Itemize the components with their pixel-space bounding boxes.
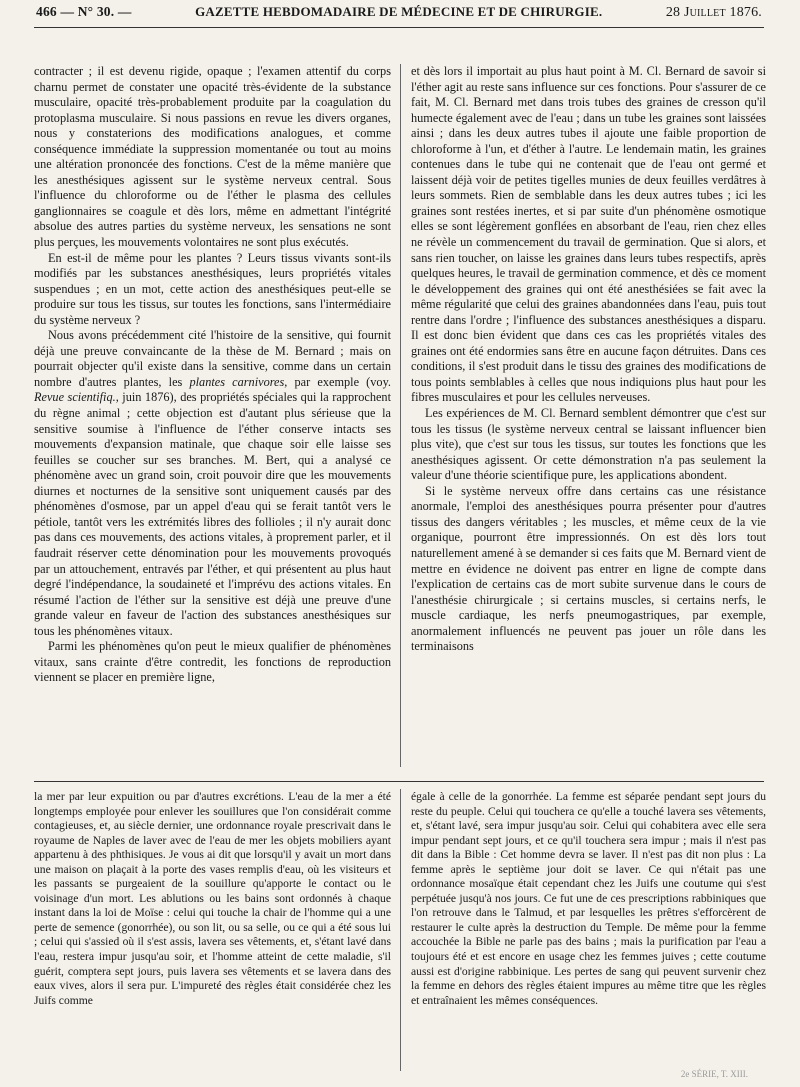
running-header	[36, 4, 762, 26]
page-stamp: 2e SÉRIE, T. XIII.	[680, 1069, 748, 1079]
paragraph: Les expériences de M. Cl. Bernard semblent démontrer que c'est sur tous les tissus (le système nerveux central se laissant influencer bien plus vite), que c'est sur tous les tissus, sur toutes les fonctions que les anesthésiques agissent. Or cette démonstration n'a pas seulement la valeur d'une théorie scientifique pure, les applications abondent.	[411, 406, 766, 483]
paragraph: et dès lors il importait au plus haut point à M. Cl. Bernard de savoir si l'éther agit au reste sans influence sur ces fonctions. Pour s'assurer de ce fait, M. Cl. Bernard met dans trois tubes des graines de cresson qu'il humecte également avec de l'eau ; dans un tube les graines sont laissées ainsi ; dans les deux autres tubes il ajoute une faible proportion de chloroforme à l'un, et d'éther à l'autre. Le lendemain matin, les graines contenues dans le tube qui ne contenait que de l'eau ont germé et laissent déjà voir de petites tigelles munies de deux feuilles verdâtres à leurs sommets. Rien de semblable dans les deux autres tubes ; ici les graines sont restées inertes, et si par suite d'un phénomène osmotique elles se sont légèrement gonflées en absorbant de l'eau, rien chez elles ne révèle un commencement du travail de germination. Que si alors, et sans rien toucher, on laisse les graines dans leurs tubes respectifs, après quelques heures, le travail de germination commence, et dès ce moment le développement des graines qui ont été anesthésiées se fait avec la même régularité que celui des graines abandonnées dans l'eau, puis tout rentre dans l'ordre ; l'influence des substances anesthésiques a disparu. Il est donc bien évident que dans ces cas les propriétés vitales des graines ont été endormies sans être en aucune façon détruites. Dans ces conditions, il s'est produit dans le tissu des graines des modifications de tous points semblables à celles que nous indiquions plus haut pour les fibres musculaires et pour les cellules nerveuses.	[411, 64, 766, 405]
column-divider-bottom	[400, 789, 401, 1071]
bottom-left-column	[34, 790, 391, 1070]
page-number-issue: 466 — N° 30. —	[36, 4, 132, 19]
column-divider-top	[400, 64, 401, 767]
paragraph: En est-il de même pour les plantes ? Leurs tissus vivants sont-ils modifiés par les substances anesthésiques, leurs propriétés vitales suspendues ; en un mot, cette action des anesthésiques peut-elle se produire sur tous les tissus, sur toutes les fonctions, sans l'intermédiaire du système nerveux ?	[34, 250, 391, 327]
section-divider-rule	[34, 781, 764, 782]
header-rule	[34, 27, 764, 28]
top-left-column	[34, 64, 391, 768]
paragraph: égale à celle de la gonorrhée. La femme est séparée pendant sept jours du reste du peuple. Celui qui touchera ce qu'elle a touché lavera ses vêtements, et, s'étant lavé, sera impur jusqu'au soir. Celui qui cohabitera avec elle sera impur pendant sept jours, et ce qu'il touchera sera impur ; mais il n'est pas dit dans la Bible : Cet homme devra se laver. Il n'est pas dit non plus : La femme après le septième jour doit se laver. Ce qui n'était pas une ordonnance mosaïque était cependant chez les Juifs une coutume qui s'est perpétuée jusqu'à nos jours. Ce fut une de ces prescriptions rabbiniques que l'on retrouve dans le Talmud, et par lesquelles les prêtres s'efforcèrent de restaurer le culte après la destruction du Temple. De même pour la femme accouchée la Bible ne parle pas des bains ; mais la purification par l'eau a toujours été et est encore en usage chez les femmes juives ; cette coutume aussi est d'origine rabbinique. Les pertes de sang qui peuvent survenir chez la femme en dehors des règles étaient impures au même titre que les règles et entraînaient les mêmes conséquences.	[411, 790, 766, 1007]
paragraph: la mer par leur expuition ou par d'autres excrétions. L'eau de la mer a été longtemps employée pour enlever les souillures que l'on considérait comme contagieuses, et, au siècle dernier, une ordonnance royale prescrivait dans le royaume de Naples de laver avec de l'eau de mer les objets mobiliers ayant appartenu à des phthisiques. Je vous ai dit que lorsqu'il y avait un mort dans une maison on plaçait à la porte des vases remplis d'eau, où les visiteurs et les passants se purgeaient de la souillure qu'apporte le contact ou le voisinage d'un mort. Les ablutions ou les bains sont ordonnés à chaque instant dans la loi de Moïse : celui qui touche la chair de l'homme qui a une perte de semence (gonorrhée), ou son lit, ou sa selle, ou ce qui a été sous lui ; celui qui s'assied où il s'est assis, lavera ses vêtements, et, s'étant lavé dans l'eau, restera impur jusqu'au soir, et l'homme atteint de cette maladie, s'il guérit, comptera sept jours, puis lavera ses vêtements et se lavera dans des eaux vives, alors il sera pur. L'impureté des règles était considérée chez les Juifs comme	[34, 790, 391, 1007]
paragraph: Nous avons précédemment cité l'histoire de la sensitive, qui fournit déjà une preuve convaincante de la thèse de M. Bernard ; mais on pourrait objecter qu'il existe dans la sensitive, comme dans un certain nombre d'autres plantes, les plantes carnivores, par exemple (voy. Revue scientifiq., juin 1876), des propriétés spéciales qui la rapprochent du règne animal ; cette objection est d'autant plus sérieuse que la sensitive soumise à l'influence de l'éther conserve intacts ses mouvements d'expansion matinale, que chaque soir elle laisse ses feuilles se coucher sur ses branches. M. Bert, qui a analysé ce phénomène avec un grand soin, croit pouvoir dire que les mouvements diurnes et nocturnes de la sensitive sont uniquement causés par des phénomènes d'osmose, par un appel d'eau qui se ferait tantôt vers le pétiole, tantôt vers les extrémités libres des follioles ; il n'y aurait donc pas dans ces mouvements, des actions vitales, à proprement parler, et il faudrait réserver cette dénomination pour les mouvements provoqués par un attouchement, entravés par l'éther, et qui présentent au plus haut degré l'indépendance, la soudaineté et l'imprévu des actions vitales. En résumé l'action de l'éther sur la sensitive est déjà une preuve d'une grande valeur en faveur de l'action des substances anesthésiques sur tous les phénomènes vitaux.	[34, 328, 391, 638]
paragraph: contracter ; il est devenu rigide, opaque ; l'examen attentif du corps charnu permet de constater une opacité très-évidente de la substance musculaire, opacité très-probablement produite par la coagulation du protoplasma musculaire. Si nous passions en revue les divers organes, nous y constaterions des modifications analogues, et comme conséquence immédiate la suppression momentanée ou tout au moins une altération prononcée des fonctions. C'est de la même manière que les anesthésiques agissent sur le système nerveux central. Sous l'influence du chloroforme ou de l'éther le plasma des cellules ganglionnaires se coagule et dès lors, même en admettant l'intégrité absolue des autres parties du système nerveux, les sensations ne sont plus perçues, les mouvements volontaires ne sont plus exécutés.	[34, 64, 391, 250]
top-right-column	[411, 64, 766, 768]
issue-date: 28 Juillet 1876.	[665, 5, 762, 20]
paragraph: Parmi les phénomènes qu'on peut le mieux qualifier de phénomènes vitaux, sans crainte d'être contredit, les fonctions de reproduction viennent se placer en première ligne,	[34, 639, 391, 685]
paragraph: Si le système nerveux offre dans certains cas une résistance anormale, l'emploi des anesthésiques pourra présenter pour d'autres tissus des dangers véritables ; les muscles, et même ceux de la vie organique, pourront être impressionnés. On est dès lors tout naturellement amené à se demander si ces faits que M. Bernard vient de mettre en évidence ne doivent pas entrer en ligne de compte dans l'explication de certains cas de mort subite survenue dans le cours de l'anesthésie chirurgicale ; si certains muscles, si certains nerfs, le muscle cardiaque, les nerfs pneumogastriques, par exemple, anormalement influencés ne peuvent pas jouer un rôle dans les terminaisons	[411, 483, 766, 654]
journal-title: GAZETTE HEBDOMADAIRE DE MÉDECINE ET DE CHIRURGIE.	[195, 4, 603, 19]
bottom-right-column	[411, 790, 766, 1070]
